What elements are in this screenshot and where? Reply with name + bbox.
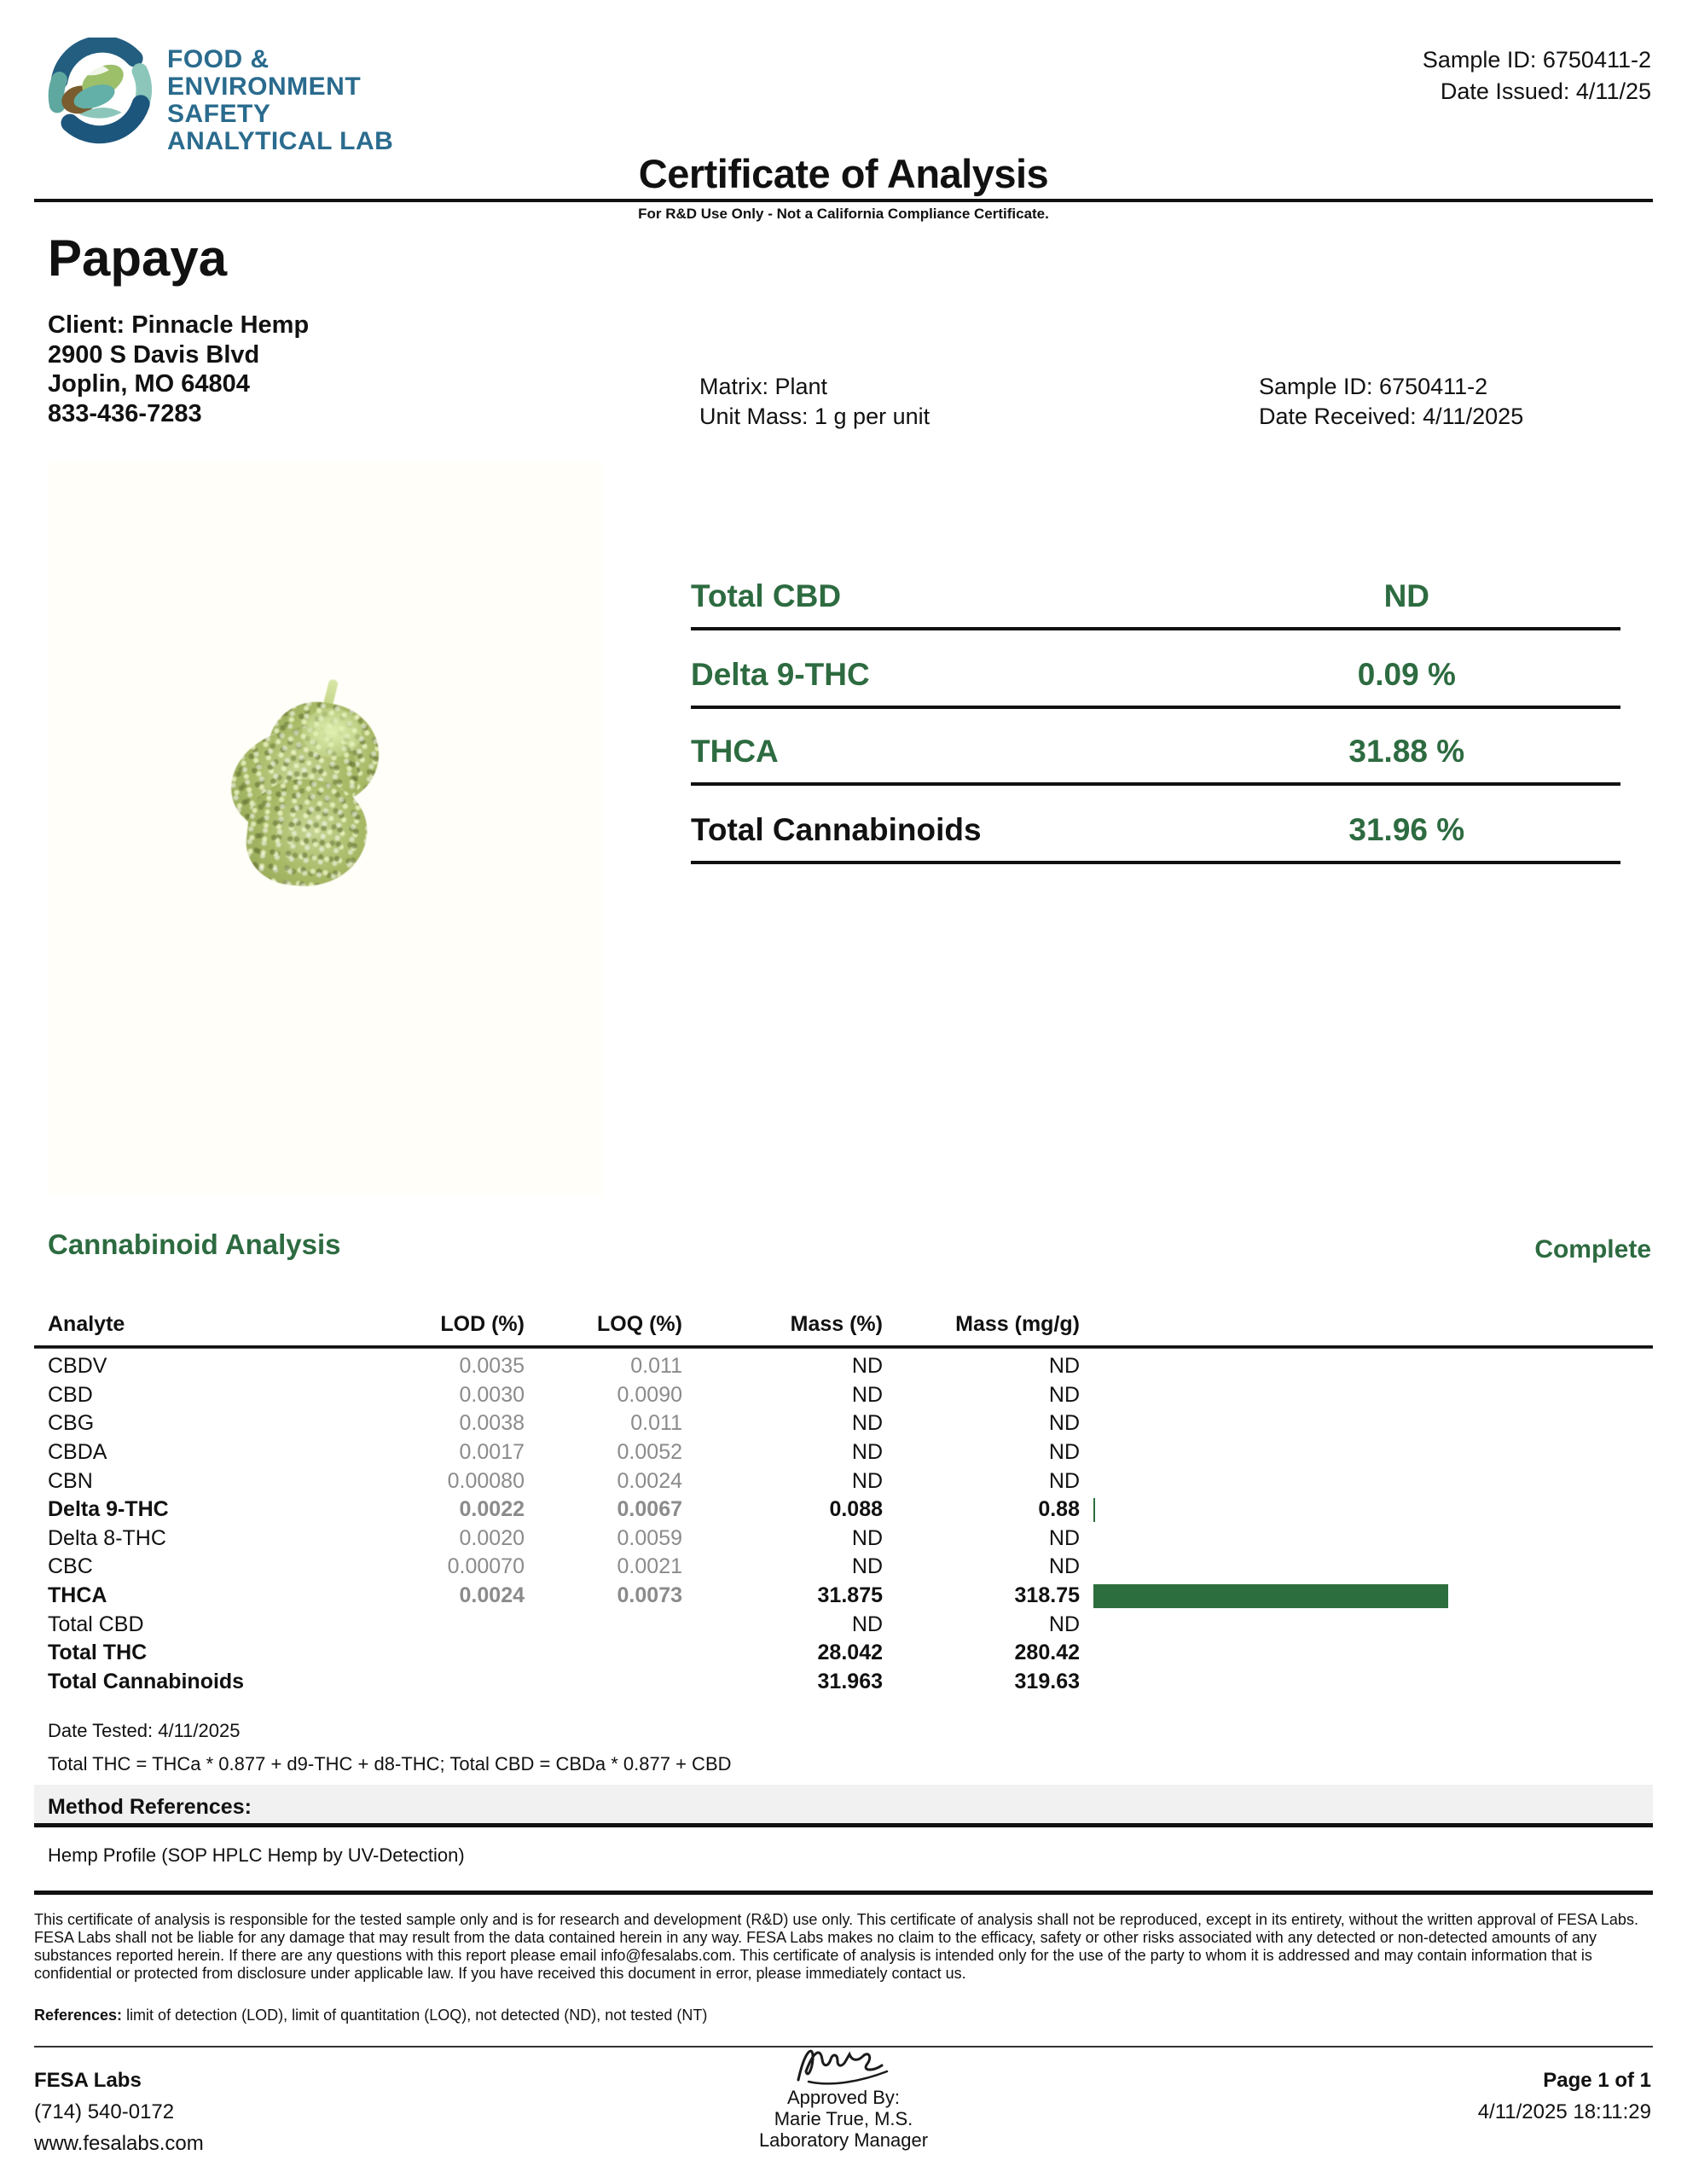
page-title: Certificate of Analysis — [638, 151, 1049, 196]
table-header-divider — [34, 1345, 1653, 1349]
cell-mass-pct: 31.875 — [817, 1583, 883, 1608]
cell-mass-mg: 318.75 — [1014, 1583, 1080, 1608]
table-row — [48, 1496, 1649, 1525]
table-row — [48, 1467, 1649, 1496]
cell-mass-pct: ND — [851, 1525, 883, 1550]
bar-cell — [1080, 1553, 1649, 1582]
cell-loq: 0.0090 — [617, 1382, 682, 1407]
cell-mass-pct: ND — [851, 1382, 883, 1407]
bar-cell — [1080, 1610, 1649, 1639]
header-divider — [34, 199, 1653, 202]
bar-cell — [1080, 1496, 1649, 1525]
bar-cell — [1080, 1525, 1649, 1554]
cell-loq: 0.0021 — [617, 1554, 682, 1579]
cell-analyte: CBDA — [48, 1440, 107, 1465]
logo-line: ANALYTICAL LAB — [167, 127, 394, 155]
bar-cell — [1080, 1381, 1649, 1410]
client-address-2: Joplin, MO 64804 — [48, 370, 250, 398]
cell-mass-mg: 280.42 — [1014, 1641, 1080, 1665]
column-header-loq: LOQ (%) — [597, 1312, 682, 1336]
footer-lab-name: FESA Labs — [34, 2069, 142, 2092]
table-row — [48, 1409, 1649, 1438]
references-note — [34, 2007, 1655, 2024]
cell-analyte: CBG — [48, 1411, 95, 1436]
cell-lod: 0.00070 — [447, 1554, 525, 1579]
cell-analyte: Delta 9-THC — [48, 1497, 169, 1522]
sample-id: Sample ID: 6750411-2 — [1259, 374, 1488, 399]
summary-value: 31.88 % — [1348, 734, 1465, 769]
cell-mass-pct: 28.042 — [817, 1641, 883, 1665]
sample-matrix: Matrix: Plant — [699, 374, 828, 399]
method-reference: Hemp Profile (SOP HPLC Hemp by UV-Detection) — [48, 1844, 465, 1866]
cell-mass-mg: ND — [1048, 1612, 1080, 1636]
cell-mass-mg: ND — [1048, 1382, 1080, 1407]
sample-photo — [223, 679, 403, 891]
cell-analyte: Delta 8-THC — [48, 1525, 166, 1550]
sample-name: Papaya — [48, 229, 228, 287]
cell-mass-pct: ND — [851, 1554, 883, 1579]
cell-loq: 0.0073 — [617, 1583, 682, 1608]
cell-analyte: THCA — [48, 1583, 107, 1608]
cell-loq: 0.011 — [630, 1411, 682, 1436]
summary-row — [691, 630, 1620, 709]
cell-mass-mg: ND — [1048, 1468, 1080, 1493]
column-header-lod: LOD (%) — [440, 1312, 525, 1336]
table-row — [48, 1381, 1649, 1410]
cell-mass-pct: 31.963 — [817, 1669, 883, 1693]
approver-title: Laboratory Manager — [758, 2129, 929, 2151]
summary-label: Delta 9-THC — [691, 657, 870, 692]
date-received: Date Received: 4/11/2025 — [1259, 404, 1524, 429]
cell-mass-pct: ND — [851, 1612, 883, 1636]
table-row — [48, 1525, 1649, 1554]
cell-loq: 0.0052 — [617, 1440, 682, 1465]
summary-value: 31.96 % — [1348, 812, 1465, 847]
column-header-mass-pct: Mass (%) — [790, 1312, 883, 1336]
cell-mass-pct: 0.088 — [829, 1497, 883, 1522]
summary-value: ND — [1383, 578, 1430, 613]
cell-lod: 0.0024 — [459, 1583, 525, 1608]
cell-mass-pct: ND — [851, 1440, 883, 1465]
approved-by-label: Approved By: — [786, 2087, 901, 2108]
client-address-1: 2900 S Davis Blvd — [48, 340, 260, 369]
status-complete: Complete — [1534, 1235, 1651, 1263]
cannabinoid-table-body — [48, 1352, 1649, 1696]
footer-phone: (714) 540-0172 — [34, 2100, 175, 2123]
column-header-analyte: Analyte — [48, 1312, 125, 1336]
cell-mass-mg: ND — [1048, 1354, 1080, 1379]
cell-analyte: CBD — [48, 1382, 93, 1407]
table-row — [48, 1352, 1649, 1381]
cell-mass-pct: ND — [851, 1468, 883, 1493]
cell-loq: 0.0024 — [617, 1468, 682, 1493]
approver-name: Marie True, M.S. — [774, 2108, 913, 2129]
cell-lod: 0.0030 — [459, 1382, 525, 1407]
cell-mass-mg: ND — [1048, 1525, 1080, 1550]
table-row — [48, 1610, 1649, 1639]
section-title-cannabinoid-analysis: Cannabinoid Analysis — [48, 1228, 341, 1260]
cell-analyte: Total Cannabinoids — [48, 1669, 245, 1693]
table-row — [48, 1582, 1649, 1611]
cell-mass-pct: ND — [851, 1354, 883, 1379]
cell-loq: 0.0067 — [617, 1497, 682, 1522]
cell-lod: 0.0022 — [459, 1497, 525, 1522]
logo-line: FOOD & — [167, 45, 270, 73]
summary-label: Total Cannabinoids — [691, 812, 982, 847]
header-date-issued: Date Issued: 4/11/25 — [1440, 78, 1651, 104]
table-row — [48, 1639, 1649, 1668]
cell-analyte: Total THC — [48, 1641, 148, 1665]
summary-row — [691, 709, 1620, 786]
bar-cell — [1080, 1467, 1649, 1496]
summary-label: Total CBD — [691, 578, 842, 613]
summary-label: THCA — [691, 734, 779, 769]
references-text: limit of detection (LOD), limit of quantitation (LOQ), not detected (ND), not tested (NT) — [122, 2007, 708, 2024]
signature-icon — [780, 2037, 907, 2092]
cell-lod: 0.00080 — [447, 1468, 525, 1493]
page-subtitle: For R&D Use Only - Not a California Compliance Certificate. — [638, 206, 1049, 222]
lab-logo-text — [167, 46, 393, 155]
mass-bar — [1093, 1584, 1448, 1608]
bar-cell — [1080, 1582, 1649, 1611]
cell-lod: 0.0038 — [459, 1411, 525, 1436]
cell-loq: 0.0059 — [617, 1525, 682, 1550]
section-divider — [34, 1891, 1653, 1895]
cannabinoid-table-header — [48, 1312, 1649, 1337]
cell-lod: 0.0017 — [459, 1440, 525, 1465]
cell-analyte: CBDV — [48, 1354, 107, 1379]
sample-unit-mass: Unit Mass: 1 g per unit — [699, 404, 930, 429]
column-header-mass-mg: Mass (mg/g) — [955, 1312, 1080, 1336]
table-row — [48, 1553, 1649, 1582]
cell-lod: 0.0020 — [459, 1525, 525, 1550]
cell-loq: 0.011 — [630, 1354, 682, 1379]
client-name: Client: Pinnacle Hemp — [48, 311, 310, 339]
page-number: Page 1 of 1 — [1543, 2069, 1651, 2092]
date-tested: Date Tested: 4/11/2025 — [48, 1720, 241, 1741]
bar-cell — [1080, 1352, 1649, 1381]
total-thc-formula: Total THC = THCa * 0.877 + d9-THC + d8-THC; Total CBD = CBDa * 0.877 + CBD — [48, 1753, 732, 1774]
lab-logo-icon — [48, 38, 154, 145]
references-label: References: — [34, 2007, 123, 2024]
client-phone: 833-436-7283 — [48, 399, 202, 427]
bar-cell — [1080, 1668, 1649, 1697]
cell-mass-pct: ND — [851, 1411, 883, 1436]
cell-mass-mg: ND — [1048, 1411, 1080, 1436]
bar-cell — [1080, 1639, 1649, 1668]
method-references-header — [34, 1785, 1653, 1827]
footer-website: www.fesalabs.com — [34, 2132, 204, 2155]
method-references-label: Method References: — [48, 1795, 252, 1819]
mass-bar — [1093, 1498, 1095, 1522]
table-row — [48, 1668, 1649, 1697]
cell-mass-mg: 0.88 — [1038, 1497, 1080, 1522]
table-row — [48, 1438, 1649, 1467]
footer-timestamp: 4/11/2025 18:11:29 — [1477, 2100, 1651, 2123]
cell-lod: 0.0035 — [459, 1354, 525, 1379]
cell-analyte: Total CBD — [48, 1612, 144, 1636]
cell-analyte: CBN — [48, 1468, 93, 1493]
cell-analyte: CBC — [48, 1554, 93, 1579]
summary-row — [691, 786, 1620, 864]
logo-line: ENVIRONMENT — [167, 73, 362, 101]
logo-line: SAFETY — [167, 100, 271, 128]
disclaimer-text: This certificate of analysis is responsible for the tested sample only and is for research and development (R&D) use only. This certificate of analysis shall not be reproduced, except in its entirety, without the written approval of FESA Labs. FESA Labs shall not be liable for any damage that may result from the data contained herein in any way. FESA Labs makes no claim to the efficacy, safety or other risks associated with any detected or non-detected amounts of any substances reported herein. If there are any questions with this report please email info@fesalabs.com. This certificate of analysis is intended only for the use of the party to whom it is addressed and may contain information that is confidential or protected from disclosure under applicable law. If you have received this document in error, please immediately contact us. — [34, 1911, 1638, 1982]
summary-value: 0.09 % — [1357, 657, 1456, 692]
cell-mass-mg: 319.63 — [1014, 1669, 1080, 1693]
summary-row — [691, 556, 1620, 630]
cell-mass-mg: ND — [1048, 1440, 1080, 1465]
header-sample-id: Sample ID: 6750411-2 — [1422, 47, 1651, 73]
bar-cell — [1080, 1409, 1649, 1438]
bar-cell — [1080, 1438, 1649, 1467]
cell-mass-mg: ND — [1048, 1554, 1080, 1579]
